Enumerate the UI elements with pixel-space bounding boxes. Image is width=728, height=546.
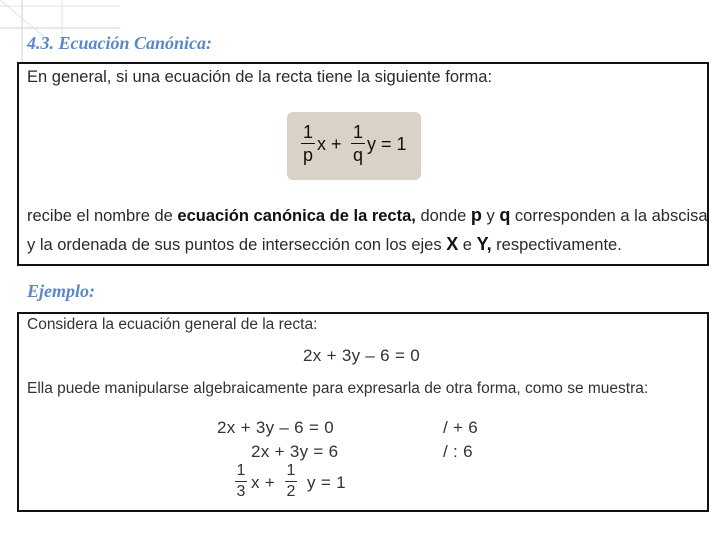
formula-term-x: x + (317, 134, 342, 154)
step-3-term-x: x + (251, 473, 276, 492)
fraction-1-over-p: 1 p (302, 122, 313, 165)
fraction-1-over-q: 1 q (352, 122, 363, 165)
fraction-1-over-2: 1 2 (286, 462, 296, 500)
canonical-formula-card (287, 112, 421, 180)
formula-term-y: y = 1 (367, 134, 407, 154)
canonical-description-line-2: y la ordenada de sus puntos de intersección con los ejes X e Y, respectivamente. (27, 234, 622, 254)
fraction-1-over-3: 1 3 (236, 462, 246, 500)
section-title-example: Ejemplo: (27, 281, 95, 301)
example-intro-text: Considera la ecuación general de la recta: (27, 316, 318, 333)
manipulation-text: Ella puede manipularse algebraicamente para expresarla de otra forma, como se muestra: (27, 380, 649, 397)
general-equation: 2x + 3y – 6 = 0 (303, 346, 420, 365)
example-box (17, 312, 709, 512)
step-2-equation: 2x + 3y = 6 (251, 442, 339, 461)
step-1-operation: / + 6 (443, 418, 479, 437)
section-title-canonical: 4.3. Ecuación Canónica: (27, 33, 213, 53)
canonical-description-line-1: recibe el nombre de ecuación canónica de la recta, donde p y q corresponden a la abscisa (27, 205, 708, 225)
step-3-term-y: y = 1 (307, 473, 346, 492)
step-1-equation: 2x + 3y – 6 = 0 (217, 418, 334, 437)
canonical-definition-box (17, 62, 709, 266)
canonical-intro-text: En general, si una ecuación de la recta tiene la siguiente forma: (27, 68, 493, 86)
step-2-operation: / : 6 (443, 442, 473, 461)
